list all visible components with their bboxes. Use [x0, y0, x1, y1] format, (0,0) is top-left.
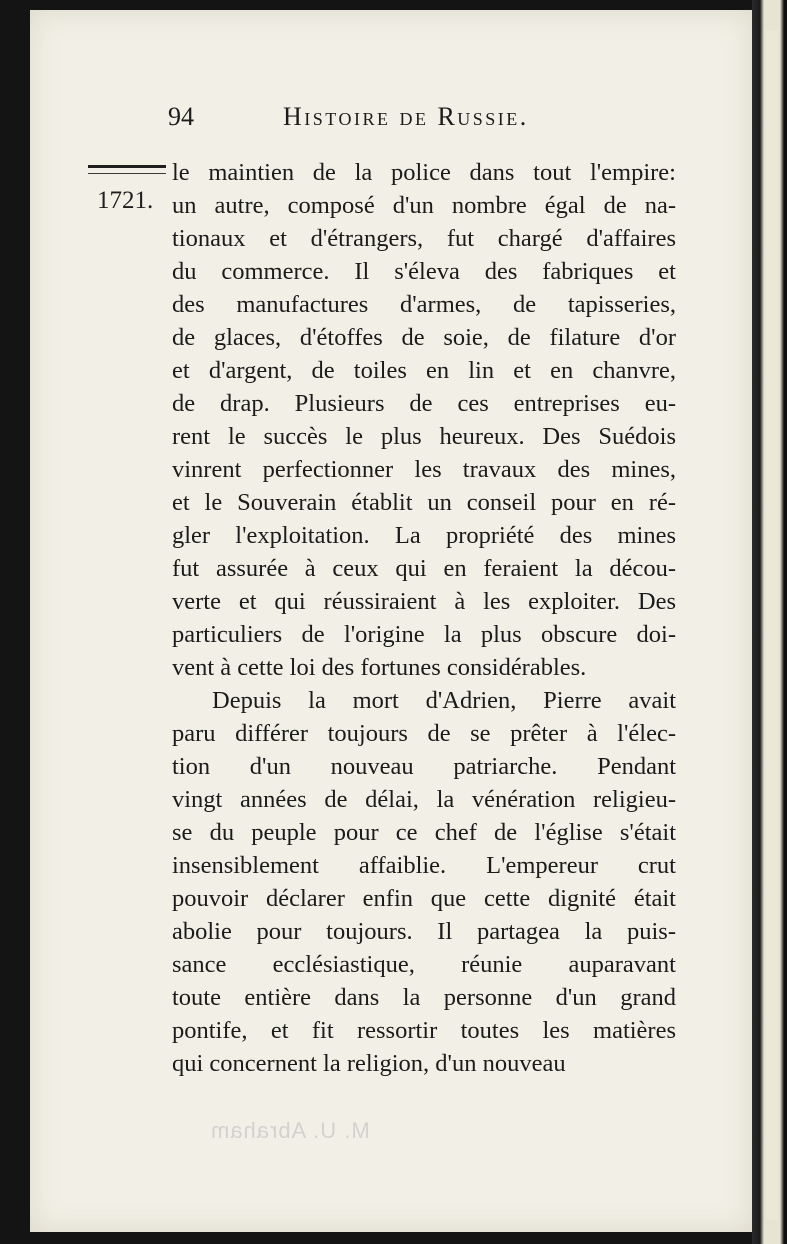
text-line: pontife, et fit ressortir toutes les matières [172, 1017, 676, 1044]
book-spine-edge [752, 0, 787, 1244]
text-line: paru différer toujours de se prêter à l'élec- [172, 720, 676, 747]
text-line: vent à cette loi des fortunes considérables. [172, 654, 587, 681]
text-line: vingt années de délai, la vénération religieu- [172, 786, 676, 813]
text-line: du commerce. Il s'éleva des fabriques et [172, 258, 676, 285]
text-line: se du peuple pour ce chef de l'église s'était [172, 819, 676, 846]
text-line: des manufactures d'armes, de tapisseries, [172, 291, 676, 318]
text-line: sance ecclésiastique, réunie auparavant [172, 951, 676, 978]
text-line: de drap. Plusieurs de ces entreprises eu- [172, 390, 676, 417]
text-line: tion d'un nouveau patriarche. Pendant [172, 753, 676, 780]
paragraph-2 [172, 684, 676, 1080]
margin-rule-thin [88, 173, 166, 174]
text-line: abolie pour toujours. Il partagea la puis- [172, 918, 676, 945]
text-line: vinrent perfectionner les travaux des mines, [172, 456, 676, 483]
text-line: et d'argent, de toiles en lin et en chanvre, [172, 357, 676, 384]
page-header [168, 102, 678, 142]
margin-rule-thick [88, 165, 166, 168]
text-line: tionaux et d'étrangers, fut chargé d'affaires [172, 225, 676, 252]
body-text [172, 156, 676, 1080]
bleed-through-stamp: M. U. Abraham [210, 1118, 370, 1143]
text-line: rent le succès le plus heureux. Des Suédois [172, 423, 676, 450]
text-line: et le Souverain établit un conseil pour en ré- [172, 489, 676, 516]
text-line: pouvoir déclarer enfin que cette dignité était [172, 885, 676, 912]
paragraph-1 [172, 156, 676, 684]
page-number: 94 [168, 102, 194, 131]
text-line: un autre, composé d'un nombre égal de na- [172, 192, 676, 219]
text-line: Depuis la mort d'Adrien, Pierre avait [212, 687, 676, 714]
text-line: fut assurée à ceux qui en feraient la décou- [172, 555, 676, 582]
text-line: de glaces, d'étoffes de soie, de filature d'or [172, 324, 676, 351]
text-line: particuliers de l'origine la plus obscure doi- [172, 621, 676, 648]
text-line: toute entière dans la personne d'un grand [172, 984, 676, 1011]
running-title: Histoire de Russie. [283, 102, 529, 131]
text-line: le maintien de la police dans tout l'empire: [172, 159, 676, 186]
text-line: qui concernent la religion, d'un nouveau [172, 1050, 566, 1077]
text-line: gler l'exploitation. La propriété des mines [172, 522, 676, 549]
margin-year-note: 1721. [97, 187, 154, 214]
text-line: verte et qui réussiraient à les exploiter. Des [172, 588, 676, 615]
text-line: insensiblement affaiblie. L'empereur crut [172, 852, 676, 879]
